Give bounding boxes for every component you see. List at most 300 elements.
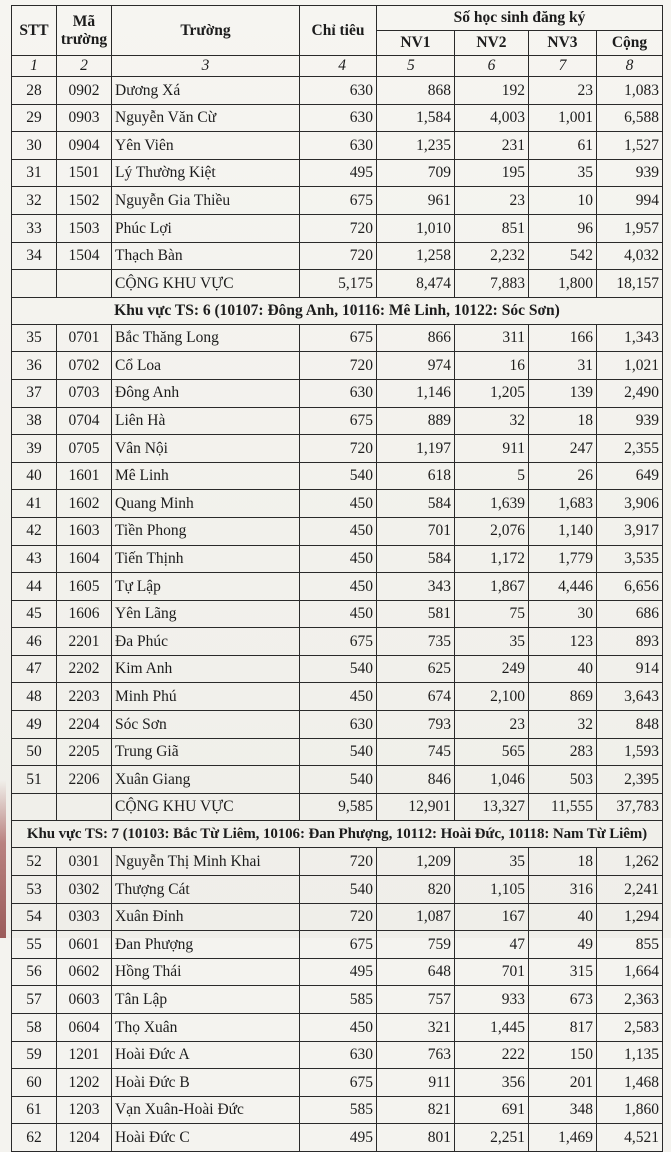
row-nv1: 846 xyxy=(377,766,455,794)
table-row xyxy=(12,1014,663,1042)
row-total: 649 xyxy=(597,462,663,490)
row-quota: 630 xyxy=(300,1041,377,1069)
row-nv2: 16 xyxy=(455,352,529,380)
table-row xyxy=(12,1041,663,1069)
row-total: 1,262 xyxy=(597,848,663,876)
table-row xyxy=(12,986,663,1014)
row-total: 1,860 xyxy=(597,1096,663,1124)
row-school-name: Vạn Xuân-Hoài Đức xyxy=(112,1096,300,1124)
header-group-registered: Số học sinh đăng ký xyxy=(377,6,663,31)
row-nv1: 618 xyxy=(377,462,455,490)
row-total: 1,664 xyxy=(597,958,663,986)
total-sum: 18,157 xyxy=(597,270,663,298)
row-stt: 52 xyxy=(12,848,57,876)
row-stt: 53 xyxy=(12,876,57,904)
row-nv2: 1,046 xyxy=(455,766,529,794)
row-total: 2,490 xyxy=(597,379,663,407)
row-nv2: 195 xyxy=(455,159,529,187)
header-nv3: NV3 xyxy=(529,31,597,56)
row-nv3: 316 xyxy=(529,876,597,904)
row-school-name: Tự Lập xyxy=(112,573,300,601)
row-stt: 58 xyxy=(12,1014,57,1042)
row-stt: 39 xyxy=(12,435,57,463)
table-row xyxy=(12,77,663,105)
row-school-name: Hoài Đức C xyxy=(112,1124,300,1152)
row-stt: 47 xyxy=(12,655,57,683)
table-row xyxy=(12,931,663,959)
row-total: 3,917 xyxy=(597,517,663,545)
region-total-row xyxy=(12,270,663,298)
row-school-code: 0703 xyxy=(57,379,112,407)
row-nv3: 18 xyxy=(529,407,597,435)
row-nv3: 201 xyxy=(529,1069,597,1097)
row-stt: 48 xyxy=(12,683,57,711)
row-nv3: 23 xyxy=(529,77,597,105)
total-nv3: 1,800 xyxy=(529,270,597,298)
row-nv2: 167 xyxy=(455,903,529,931)
row-total: 1,957 xyxy=(597,214,663,242)
column-index: 2 xyxy=(57,56,112,77)
row-nv3: 817 xyxy=(529,1014,597,1042)
row-nv3: 166 xyxy=(529,324,597,352)
row-stt: 46 xyxy=(12,628,57,656)
row-nv2: 701 xyxy=(455,958,529,986)
row-nv2: 2,100 xyxy=(455,683,529,711)
row-total: 848 xyxy=(597,711,663,739)
table-row xyxy=(12,352,663,380)
row-total: 2,241 xyxy=(597,876,663,904)
row-nv3: 30 xyxy=(529,600,597,628)
row-nv1: 745 xyxy=(377,738,455,766)
table-row xyxy=(12,1069,663,1097)
row-school-name: Hồng Thái xyxy=(112,958,300,986)
header-row-top xyxy=(12,6,663,31)
row-nv1: 709 xyxy=(377,159,455,187)
table-row xyxy=(12,766,663,794)
row-school-name: Lý Thường Kiệt xyxy=(112,159,300,187)
row-school-name: Đan Phượng xyxy=(112,931,300,959)
table-row xyxy=(12,407,663,435)
row-stt: 37 xyxy=(12,379,57,407)
total-nv1: 8,474 xyxy=(377,270,455,298)
row-school-name: Xuân Đỉnh xyxy=(112,903,300,931)
table-row xyxy=(12,628,663,656)
row-quota: 630 xyxy=(300,711,377,739)
row-nv3: 26 xyxy=(529,462,597,490)
table-row xyxy=(12,958,663,986)
row-total: 2,583 xyxy=(597,1014,663,1042)
row-stt: 38 xyxy=(12,407,57,435)
row-school-name: Thạch Bàn xyxy=(112,242,300,270)
row-quota: 675 xyxy=(300,324,377,352)
row-quota: 495 xyxy=(300,1124,377,1152)
header-truong: Trường xyxy=(112,6,300,56)
column-index: 8 xyxy=(597,56,663,77)
row-stt: 30 xyxy=(12,132,57,160)
total-nv2: 13,327 xyxy=(455,793,529,821)
row-nv1: 759 xyxy=(377,931,455,959)
row-school-name: Cổ Loa xyxy=(112,352,300,380)
row-school-code: 0903 xyxy=(57,104,112,132)
row-nv2: 192 xyxy=(455,77,529,105)
row-school-code: 1604 xyxy=(57,545,112,573)
row-nv3: 139 xyxy=(529,379,597,407)
row-total: 6,656 xyxy=(597,573,663,601)
row-school-code: 1201 xyxy=(57,1041,112,1069)
column-index: 5 xyxy=(377,56,455,77)
row-nv1: 889 xyxy=(377,407,455,435)
row-school-code: 0701 xyxy=(57,324,112,352)
row-nv1: 735 xyxy=(377,628,455,656)
row-school-code: 1602 xyxy=(57,490,112,518)
row-stt: 55 xyxy=(12,931,57,959)
row-nv3: 31 xyxy=(529,352,597,380)
row-quota: 630 xyxy=(300,77,377,105)
row-nv2: 35 xyxy=(455,628,529,656)
page-edge-shadow xyxy=(0,780,6,938)
row-quota: 720 xyxy=(300,214,377,242)
row-school-name: Sóc Sơn xyxy=(112,711,300,739)
row-nv2: 2,232 xyxy=(455,242,529,270)
header-stt: STT xyxy=(12,6,57,56)
row-nv1: 866 xyxy=(377,324,455,352)
row-quota: 450 xyxy=(300,490,377,518)
row-quota: 450 xyxy=(300,573,377,601)
row-nv1: 1,584 xyxy=(377,104,455,132)
row-quota: 720 xyxy=(300,848,377,876)
row-stt: 49 xyxy=(12,711,57,739)
column-index: 1 xyxy=(12,56,57,77)
row-nv1: 584 xyxy=(377,545,455,573)
row-nv1: 1,197 xyxy=(377,435,455,463)
row-stt: 45 xyxy=(12,600,57,628)
header-chi-tieu: Chỉ tiêu xyxy=(300,6,377,56)
row-nv3: 1,140 xyxy=(529,517,597,545)
row-nv3: 283 xyxy=(529,738,597,766)
table-row xyxy=(12,545,663,573)
row-stt: 51 xyxy=(12,766,57,794)
row-school-code: 1503 xyxy=(57,214,112,242)
row-nv1: 701 xyxy=(377,517,455,545)
table-row xyxy=(12,876,663,904)
row-total: 939 xyxy=(597,407,663,435)
row-nv1: 321 xyxy=(377,1014,455,1042)
row-school-name: Đông Anh xyxy=(112,379,300,407)
row-stt: 56 xyxy=(12,958,57,986)
row-nv1: 581 xyxy=(377,600,455,628)
row-quota: 450 xyxy=(300,1014,377,1042)
row-nv2: 5 xyxy=(455,462,529,490)
row-nv3: 150 xyxy=(529,1041,597,1069)
row-school-name: Tân Lập xyxy=(112,986,300,1014)
row-school-code: 2203 xyxy=(57,683,112,711)
row-nv1: 961 xyxy=(377,187,455,215)
row-school-code: 0601 xyxy=(57,931,112,959)
column-index-row xyxy=(12,56,663,77)
row-stt: 36 xyxy=(12,352,57,380)
row-total: 1,294 xyxy=(597,903,663,931)
row-school-code: 1202 xyxy=(57,1069,112,1097)
table-row xyxy=(12,159,663,187)
row-nv2: 249 xyxy=(455,655,529,683)
row-nv3: 1,001 xyxy=(529,104,597,132)
row-stt: 34 xyxy=(12,242,57,270)
row-total: 855 xyxy=(597,931,663,959)
table-row xyxy=(12,379,663,407)
table-body xyxy=(12,77,663,1152)
row-school-name: Kim Anh xyxy=(112,655,300,683)
row-total: 3,535 xyxy=(597,545,663,573)
row-school-code: 1606 xyxy=(57,600,112,628)
row-quota: 675 xyxy=(300,187,377,215)
row-nv2: 2,076 xyxy=(455,517,529,545)
table-row xyxy=(12,517,663,545)
row-nv2: 1,205 xyxy=(455,379,529,407)
row-stt: 31 xyxy=(12,159,57,187)
row-school-code: 1605 xyxy=(57,573,112,601)
row-stt: 40 xyxy=(12,462,57,490)
table-row xyxy=(12,573,663,601)
empty-cell xyxy=(12,793,57,821)
row-school-name: Thọ Xuân xyxy=(112,1014,300,1042)
row-school-name: Nguyễn Văn Cừ xyxy=(112,104,300,132)
row-quota: 720 xyxy=(300,352,377,380)
row-nv3: 348 xyxy=(529,1096,597,1124)
row-nv2: 1,867 xyxy=(455,573,529,601)
table-row xyxy=(12,600,663,628)
total-quota: 9,585 xyxy=(300,793,377,821)
row-school-name: Xuân Giang xyxy=(112,766,300,794)
row-school-name: Tiền Phong xyxy=(112,517,300,545)
empty-cell xyxy=(57,793,112,821)
row-quota: 450 xyxy=(300,545,377,573)
row-total: 1,083 xyxy=(597,77,663,105)
row-nv3: 1,779 xyxy=(529,545,597,573)
row-school-name: Đa Phúc xyxy=(112,628,300,656)
row-stt: 62 xyxy=(12,1124,57,1152)
row-total: 994 xyxy=(597,187,663,215)
row-nv3: 869 xyxy=(529,683,597,711)
row-total: 1,343 xyxy=(597,324,663,352)
row-nv3: 247 xyxy=(529,435,597,463)
row-school-code: 1502 xyxy=(57,187,112,215)
region-title: Khu vực TS: 7 (10103: Bắc Từ Liêm, 10106: Đan Phượng, 10112: Hoài Đức, 10118: Nam Từ Liêm) xyxy=(12,821,663,848)
row-school-name: Mê Linh xyxy=(112,462,300,490)
total-sum: 37,783 xyxy=(597,793,663,821)
row-nv1: 911 xyxy=(377,1069,455,1097)
row-nv3: 61 xyxy=(529,132,597,160)
row-stt: 28 xyxy=(12,77,57,105)
row-total: 6,588 xyxy=(597,104,663,132)
row-school-code: 2202 xyxy=(57,655,112,683)
row-school-name: Yên Lãng xyxy=(112,600,300,628)
table-row xyxy=(12,848,663,876)
row-stt: 54 xyxy=(12,903,57,931)
row-quota: 720 xyxy=(300,242,377,270)
row-nv2: 1,172 xyxy=(455,545,529,573)
row-school-code: 1204 xyxy=(57,1124,112,1152)
row-nv1: 648 xyxy=(377,958,455,986)
row-quota: 495 xyxy=(300,958,377,986)
row-nv2: 2,251 xyxy=(455,1124,529,1152)
row-quota: 630 xyxy=(300,104,377,132)
empty-cell xyxy=(12,270,57,298)
table-row xyxy=(12,324,663,352)
row-total: 914 xyxy=(597,655,663,683)
row-nv3: 1,469 xyxy=(529,1124,597,1152)
table-row xyxy=(12,435,663,463)
row-nv1: 1,258 xyxy=(377,242,455,270)
row-school-code: 1603 xyxy=(57,517,112,545)
row-nv2: 565 xyxy=(455,738,529,766)
row-school-code: 0702 xyxy=(57,352,112,380)
row-nv1: 868 xyxy=(377,77,455,105)
row-school-name: Trung Giã xyxy=(112,738,300,766)
row-quota: 630 xyxy=(300,379,377,407)
row-nv2: 1,445 xyxy=(455,1014,529,1042)
total-nv1: 12,901 xyxy=(377,793,455,821)
row-nv2: 231 xyxy=(455,132,529,160)
row-nv3: 32 xyxy=(529,711,597,739)
row-nv1: 821 xyxy=(377,1096,455,1124)
table-row xyxy=(12,1096,663,1124)
row-quota: 540 xyxy=(300,876,377,904)
row-nv1: 1,087 xyxy=(377,903,455,931)
row-nv3: 123 xyxy=(529,628,597,656)
row-stt: 60 xyxy=(12,1069,57,1097)
total-label: CỘNG KHU VỰC xyxy=(112,793,300,821)
table-row xyxy=(12,490,663,518)
column-index: 7 xyxy=(529,56,597,77)
table-row xyxy=(12,738,663,766)
row-school-name: Liên Hà xyxy=(112,407,300,435)
row-quota: 450 xyxy=(300,600,377,628)
total-nv2: 7,883 xyxy=(455,270,529,298)
row-stt: 33 xyxy=(12,214,57,242)
row-total: 2,355 xyxy=(597,435,663,463)
row-nv1: 1,010 xyxy=(377,214,455,242)
row-school-name: Tiến Thịnh xyxy=(112,545,300,573)
row-nv1: 343 xyxy=(377,573,455,601)
row-quota: 585 xyxy=(300,1096,377,1124)
row-quota: 450 xyxy=(300,517,377,545)
region-total-row xyxy=(12,793,663,821)
row-school-code: 2201 xyxy=(57,628,112,656)
row-nv2: 1,639 xyxy=(455,490,529,518)
header-cong: Cộng xyxy=(597,31,663,56)
row-school-code: 2204 xyxy=(57,711,112,739)
row-nv3: 18 xyxy=(529,848,597,876)
row-school-code: 0302 xyxy=(57,876,112,904)
row-quota: 630 xyxy=(300,132,377,160)
row-nv2: 851 xyxy=(455,214,529,242)
row-nv2: 4,003 xyxy=(455,104,529,132)
row-stt: 42 xyxy=(12,517,57,545)
row-stt: 35 xyxy=(12,324,57,352)
row-total: 1,527 xyxy=(597,132,663,160)
total-label: CỘNG KHU VỰC xyxy=(112,270,300,298)
row-quota: 585 xyxy=(300,986,377,1014)
row-school-name: Quang Minh xyxy=(112,490,300,518)
row-nv2: 933 xyxy=(455,986,529,1014)
row-nv3: 49 xyxy=(529,931,597,959)
row-stt: 61 xyxy=(12,1096,57,1124)
row-nv1: 1,209 xyxy=(377,848,455,876)
row-school-name: Nguyễn Gia Thiều xyxy=(112,187,300,215)
row-nv1: 974 xyxy=(377,352,455,380)
row-total: 4,032 xyxy=(597,242,663,270)
table-row xyxy=(12,104,663,132)
region-header-row xyxy=(12,297,663,324)
table-row xyxy=(12,655,663,683)
row-nv2: 311 xyxy=(455,324,529,352)
row-nv2: 356 xyxy=(455,1069,529,1097)
row-nv3: 40 xyxy=(529,903,597,931)
row-nv2: 911 xyxy=(455,435,529,463)
row-total: 2,395 xyxy=(597,766,663,794)
row-total: 1,135 xyxy=(597,1041,663,1069)
row-school-name: Phúc Lợi xyxy=(112,214,300,242)
header-nv2: NV2 xyxy=(455,31,529,56)
row-total: 2,363 xyxy=(597,986,663,1014)
row-quota: 675 xyxy=(300,931,377,959)
row-quota: 540 xyxy=(300,766,377,794)
row-school-name: Yên Viên xyxy=(112,132,300,160)
row-quota: 495 xyxy=(300,159,377,187)
row-nv1: 1,235 xyxy=(377,132,455,160)
row-nv3: 503 xyxy=(529,766,597,794)
row-nv3: 40 xyxy=(529,655,597,683)
row-nv1: 625 xyxy=(377,655,455,683)
row-nv1: 757 xyxy=(377,986,455,1014)
table-row xyxy=(12,462,663,490)
row-school-code: 1203 xyxy=(57,1096,112,1124)
column-index: 4 xyxy=(300,56,377,77)
row-nv1: 793 xyxy=(377,711,455,739)
row-nv3: 542 xyxy=(529,242,597,270)
row-school-code: 0902 xyxy=(57,77,112,105)
row-nv2: 23 xyxy=(455,187,529,215)
total-nv3: 11,555 xyxy=(529,793,597,821)
row-school-code: 0705 xyxy=(57,435,112,463)
row-school-code: 0604 xyxy=(57,1014,112,1042)
table-row xyxy=(12,711,663,739)
row-school-name: Nguyễn Thị Minh Khai xyxy=(112,848,300,876)
row-quota: 675 xyxy=(300,628,377,656)
row-nv1: 674 xyxy=(377,683,455,711)
row-nv1: 763 xyxy=(377,1041,455,1069)
row-school-code: 1601 xyxy=(57,462,112,490)
empty-cell xyxy=(57,270,112,298)
column-index: 6 xyxy=(455,56,529,77)
row-stt: 41 xyxy=(12,490,57,518)
row-quota: 720 xyxy=(300,903,377,931)
row-nv3: 4,446 xyxy=(529,573,597,601)
row-total: 939 xyxy=(597,159,663,187)
total-quota: 5,175 xyxy=(300,270,377,298)
row-nv3: 315 xyxy=(529,958,597,986)
row-school-code: 0301 xyxy=(57,848,112,876)
row-stt: 50 xyxy=(12,738,57,766)
row-school-code: 0303 xyxy=(57,903,112,931)
row-nv2: 23 xyxy=(455,711,529,739)
row-nv3: 1,683 xyxy=(529,490,597,518)
row-stt: 59 xyxy=(12,1041,57,1069)
row-nv1: 801 xyxy=(377,1124,455,1152)
row-quota: 675 xyxy=(300,407,377,435)
table-row xyxy=(12,132,663,160)
row-nv2: 32 xyxy=(455,407,529,435)
